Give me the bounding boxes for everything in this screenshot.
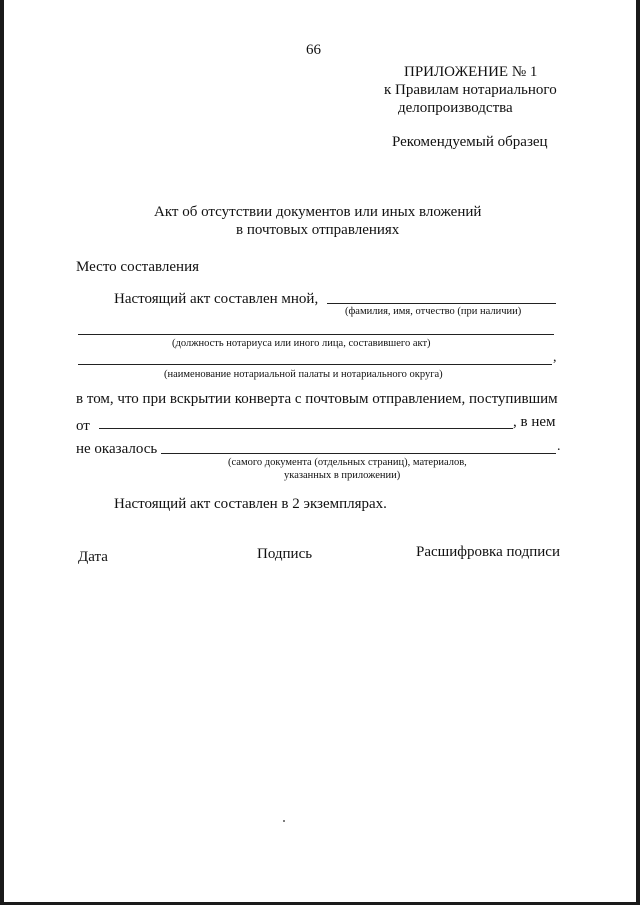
signature-decoding-label: Расшифровка подписи: [416, 544, 560, 560]
act-title-line-2: в почтовых отправлениях: [236, 222, 400, 238]
chamber-caption: (наименование нотариальной палаты и нотариального округа): [164, 369, 443, 380]
chamber-fill-line: [78, 364, 552, 365]
place-label: Место составления: [76, 259, 200, 275]
composed-by-text: Настоящий акт составлен мной,: [114, 291, 319, 307]
from-label: от: [76, 418, 90, 434]
missing-period: .: [557, 439, 561, 454]
appendix-line-2: делопроизводства: [398, 100, 513, 116]
missing-caption-line-1: (самого документа (отдельных страниц), материалов,: [228, 457, 467, 468]
from-fill-line: [99, 428, 513, 429]
from-suffix: , в нем: [513, 414, 556, 430]
sample-note: Рекомендуемый образец: [392, 134, 548, 150]
missing-fill-line: [161, 453, 556, 454]
scan-speck: [283, 820, 285, 822]
appendix-line-1: к Правилам нотариального: [384, 82, 557, 98]
chamber-trailing-comma: ,: [553, 350, 557, 365]
name-caption: (фамилия, имя, отчество (при наличии): [345, 306, 522, 317]
position-caption: (должность нотариуса или иного лица, составившего акт): [172, 338, 431, 349]
page-number: 66: [306, 42, 321, 58]
appendix-title: ПРИЛОЖЕНИЕ № 1: [404, 64, 538, 80]
missing-caption-line-2: указанных в приложении): [284, 470, 401, 481]
name-fill-line: [327, 303, 556, 304]
missing-label: не оказалось: [76, 441, 158, 457]
position-fill-line: [78, 334, 554, 335]
signature-label: Подпись: [257, 546, 313, 562]
copies-text: Настоящий акт составлен в 2 экземплярах.: [114, 496, 387, 512]
scan-edge-right: [636, 0, 640, 905]
date-label: Дата: [78, 549, 108, 565]
body-text: в том, что при вскрытии конверта с почтовым отправлением, поступившим: [76, 391, 558, 407]
act-title-line-1: Акт об отсутствии документов или иных вложений: [154, 204, 482, 220]
scan-edge-left: [0, 0, 4, 905]
